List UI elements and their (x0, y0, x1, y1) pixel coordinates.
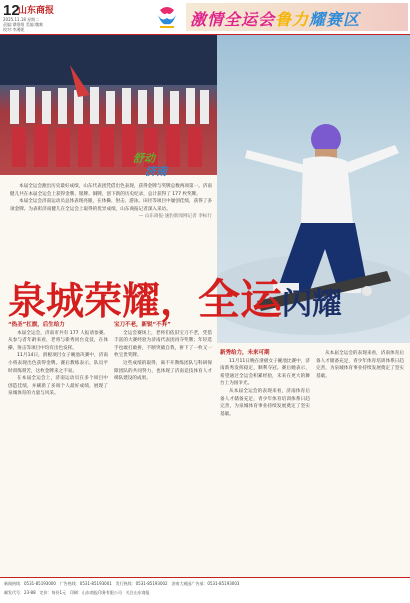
footer-line-1 (4, 581, 410, 587)
dateline (3, 17, 63, 32)
games-banner-text (190, 7, 360, 30)
column-4 (316, 350, 404, 380)
section-label-badge (133, 150, 183, 180)
intro-block (10, 183, 212, 221)
label-line-1: 舒动 (133, 152, 155, 165)
column-4-para: 从本届全运会的表现来看，济南体育后备人才储备充足，青少年体育培训体系日趋完善，为泉城体育事业持续发展奠定了坚实基础。 (316, 351, 404, 379)
footer-line-2 (4, 590, 410, 596)
issue-date: 2025.11.18 星期二 (3, 17, 40, 22)
section-1-para-3: 在本届全运会上，济南运动员在多个项目中创造佳绩，并刷新了多项个人最好成绩，展现了泉城体育的力量与风采。 (8, 376, 108, 397)
section-1-para-2: 11月14日，滑板项目女子碗池决赛中，济南小将表现出色获得金牌。赛后教练表示，队员平时训练刻苦，这枚金牌来之不易。 (8, 353, 108, 374)
footer-price: 定价：每份1元 (39, 590, 66, 595)
page-number: 12 (3, 2, 20, 19)
label-line-2: 济南 (145, 165, 167, 178)
column-3 (220, 350, 310, 418)
footer-news-hotline: 新闻热线：0531-85193000 (4, 581, 56, 586)
column-1 (8, 322, 108, 398)
footer-ad-dept: 济南大观园广告部：0531-85193003 (171, 581, 240, 586)
section-2-title: 宝刀不老，新锐“不弃” (114, 322, 171, 328)
headline-part-1: 泉城荣耀， (8, 281, 199, 323)
intro-para-2: 本届全运会济南运动员总体表现亮眼，在体操、射击、游泳、田径等项目中屡创佳绩，获得了多项金牌。为表彰济南健儿在全运会上取得的优异成绩，山东商报记者深入采访。 (10, 199, 212, 212)
editor-line: 责编:谭维维 美编:魏黎 (3, 22, 43, 27)
headline-part-2: 全运 (198, 278, 283, 324)
column-2 (114, 322, 212, 383)
footer-follow: 关注山东商报 (125, 590, 150, 595)
footer-printer: 印刷：山东商报印务有限公司 (69, 590, 122, 595)
footer-postal-code: 邮发代号：23-88 (4, 590, 36, 595)
banner-part-2: 鲁力 (275, 10, 310, 29)
headline-part-3: 闪耀 (282, 288, 343, 321)
section-1-title: “热圣”扛旗，后生给力 (8, 322, 65, 328)
footer (0, 577, 410, 603)
paper-name: 山东商报 (18, 6, 55, 16)
footer-ad-hotline: 广告热线：0531-85193001 (59, 581, 112, 586)
proof-line: 校对:李湘妮 (3, 27, 25, 32)
banner-part-1: 激情全运会 (190, 10, 276, 29)
intro-credit: — 山东商报·速豹新闻网记者 李标行 (138, 214, 212, 220)
intro-para-1: 本届全运会跑出历史最好成绩，山东代表团凭借出色表现，获得金牌与奖牌总数两项第一。济南健儿共在本届全运会上获得金牌、银牌、铜牌，创下新的历史纪录，总计获得了 177 枚奖牌。 (10, 184, 212, 197)
masthead (0, 0, 410, 35)
ceremony-illustration (0, 35, 217, 175)
section-2-para-1: 全运会赛场上，老将们依旧宝刀不老，凭借丰富的大赛经验为济南代表团再夺奖牌；年轻选手也敢打敢拼，不断突破自我，拼下了一枚又一枚宝贵奖牌。 (114, 330, 212, 359)
footer-dist-hotline: 发行热线：0531-85193002 (115, 581, 168, 586)
ceremony-photo (0, 35, 217, 175)
banner-part-3: 耀赛区 (309, 10, 361, 29)
games-emblem-logo (152, 4, 182, 30)
section-2-para-2: 这些成绩的取得，离不开教练团队与科研保障团队的共同努力，也体现了济南竞技体育人才梯队建设的成果。 (114, 360, 212, 382)
section-3-para-1: 11月11日晚在滑板女子碗池比赛中，济南新秀发挥稳定，顺利夺冠。赛后她表示，希望通过全运会积累经验，未来在更大的舞台上为国争光。 (220, 358, 310, 387)
main-headline (8, 267, 342, 327)
section-3-title: 新秀给力，未来可期 (220, 350, 270, 356)
section-3-para-2: 从本届全运会的表现来看，济南体育后备人才储备充足，青少年体育培训体系日趋完善，为泉城体育事业持续发展奠定了坚实基础。 (220, 388, 310, 417)
section-1-para-1: 本届全运会，济南市共有 177 人报请参赛。从参与者年龄来看，老将与新秀同台竞技，在体操、射击等项目中均有出色发挥。 (8, 330, 108, 351)
